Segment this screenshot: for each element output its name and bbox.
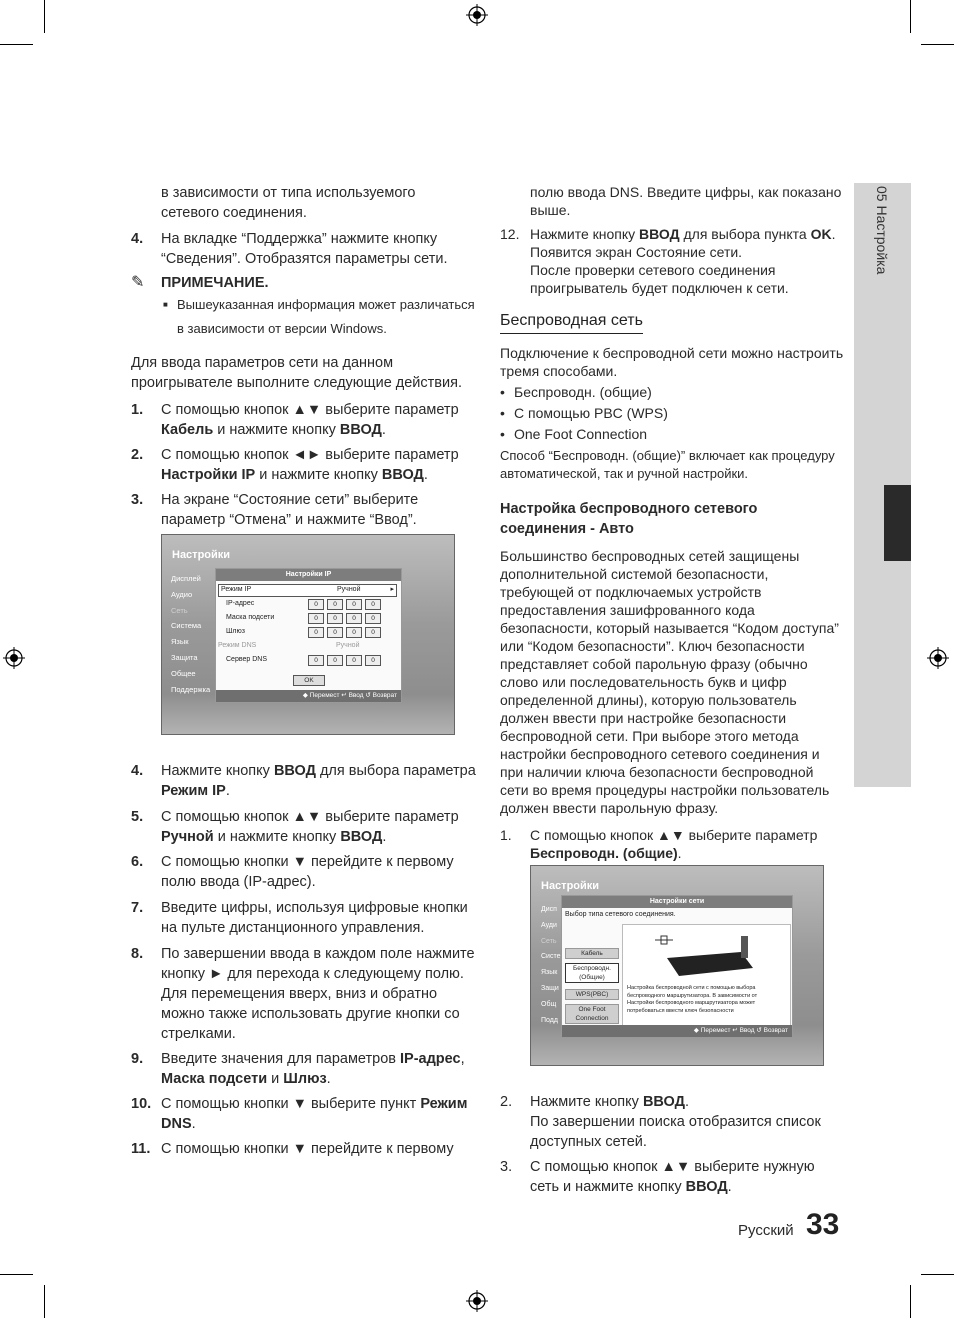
registration-mark-icon	[466, 1290, 488, 1312]
note-item: ■ Вышеуказанная информация может различаться в зависимости от версии Windows.	[161, 293, 476, 341]
router-illustration-icon	[651, 930, 761, 978]
mask-field[interactable]: 0	[365, 613, 381, 624]
step-item: 1. С помощью кнопок ▲▼ выберите параметр Кабель и нажмите кнопку ВВОД.	[131, 402, 459, 438]
ok-button[interactable]: OK	[293, 675, 325, 686]
crop-mark	[910, 0, 911, 33]
step-item: 4. На вкладке “Поддержка” нажмите кнопку “Сведения”. Отобразятся параметры сети.	[131, 231, 448, 267]
crop-mark	[0, 1274, 33, 1275]
step-item: 11. С помощью кнопки ▼ перейдите к первому	[131, 1141, 454, 1157]
mask-field[interactable]: 0	[308, 613, 324, 624]
registration-mark-icon	[927, 647, 949, 669]
continued-text: полю ввода DNS. Введите цифры, как показано выше.	[530, 184, 842, 218]
dns-mode-label: Режим DNS	[218, 642, 257, 649]
bullet-item: • Беспроводн. (общие)	[500, 383, 845, 401]
intro-paragraph: Для ввода параметров сети на данном проигрывателе выполните следующие действия.	[131, 355, 462, 391]
dns-label: Сервер DNS	[226, 656, 267, 663]
bullet-item: • С помощью PBC (WPS)	[500, 404, 845, 422]
ui-menu: Дисплей Аудио Сеть Система Язык Защита Общее Поддержка	[171, 574, 211, 694]
arrow-right-icon: ▸	[390, 586, 394, 593]
section-title: Беспроводная сеть	[500, 312, 643, 334]
mask-label: Маска подсети	[226, 614, 275, 621]
ip-mode-row[interactable]: Режим IP Ручной ▸	[218, 584, 397, 597]
step-item: 3. С помощью кнопок ▲▼ выберите нужную сеть и нажмите кнопку ВВОД.	[500, 1159, 815, 1195]
network-settings-screenshot	[530, 865, 824, 1066]
network-dialog	[561, 895, 793, 1038]
step-item: 12. Нажмите кнопку ВВОД для выбора пункта OK. Появится экран Состояние сети. После проверки сетевого соединения проигрыватель будет подключен к сети.	[500, 226, 836, 296]
subsection-title: Настройка беспроводного сетевого соединения - Авто	[500, 501, 758, 537]
dialog-title: Настройки сети	[562, 896, 792, 908]
step-item: 8. По завершении ввода в каждом поле нажмите кнопку ► для перехода к следующему полю. Для перемещения вверх, вниз и обратно можно также использовать другие кнопки со стрелками.	[131, 946, 475, 1042]
gateway-label: Шлюз	[226, 628, 245, 635]
ui-menu: Дисп Ауди Сеть Систе Язык Защи Общ Подд	[541, 906, 561, 1024]
ip-field[interactable]: 0	[308, 599, 324, 610]
illustration-panel	[622, 924, 791, 1026]
step-item: 2. Нажмите кнопку ВВОД. По завершении поиска отобразится список доступных сетей.	[500, 1094, 821, 1150]
left-column	[131, 183, 476, 530]
crop-mark	[910, 1285, 911, 1318]
step-item: 3. На экране “Состояние сети” выберите параметр “Отмена” и нажмите “Ввод”.	[131, 492, 419, 528]
ip-dialog	[215, 568, 402, 703]
left-column-continued	[131, 761, 476, 1159]
option-description: Настройка беспроводной сети с помощью выбора беспроводного маршрутизатора. В зависимости от Настройки беспроводного маршрутизатора может потребоваться ввести ключ безопасности	[627, 985, 758, 1014]
option-wps[interactable]: WPS(PBC)	[565, 989, 619, 1000]
dialog-title: Настройки IP	[216, 569, 401, 581]
crop-mark	[44, 0, 45, 33]
crop-mark	[921, 44, 954, 45]
step-item: 1. С помощью кнопок ▲▼ выберите параметр Беспроводн. (общие).	[500, 827, 818, 861]
option-one-foot[interactable]: One Foot Connection	[565, 1004, 619, 1024]
step-item: 2. С помощью кнопок ◄► выберите параметр Настройки IP и нажмите кнопку ВВОД.	[131, 447, 459, 483]
gateway-field[interactable]: 0	[346, 627, 362, 638]
right-column-continued	[500, 1092, 845, 1197]
crop-mark	[921, 1274, 954, 1275]
mask-field[interactable]: 0	[346, 613, 362, 624]
option-cable[interactable]: Кабель	[565, 948, 619, 959]
gateway-field[interactable]: 0	[365, 627, 381, 638]
crop-mark	[0, 44, 33, 45]
ip-label: IP-адрес	[226, 600, 255, 607]
bullet-item: • One Foot Connection	[500, 425, 845, 443]
method-note: Способ “Беспроводн. (общие)” включает как процедуру автоматической, так и ручной настройки.	[500, 448, 835, 481]
page-language: Русский	[738, 1222, 794, 1239]
crop-mark	[44, 1285, 45, 1318]
intro-paragraph: Подключение к беспроводной сети можно настроить тремя способами.	[500, 345, 844, 379]
ui-title: Настройки	[172, 549, 231, 561]
gateway-field[interactable]: 0	[327, 627, 343, 638]
option-wireless[interactable]: Беспроводн. (Общие)	[565, 963, 619, 983]
step-item: 5. С помощью кнопок ▲▼ выберите параметр Ручной и нажмите кнопку ВВОД.	[131, 809, 459, 845]
chapter-tab-label: 05 Настройка	[874, 186, 890, 275]
page-number: 33	[806, 1208, 840, 1241]
dialog-footer: ◆ Перемест ↵ Ввод ↺ Возврат	[216, 690, 401, 702]
step-item: 7. Введите цифры, используя цифровые кнопки на пульте дистанционного управления.	[131, 900, 468, 936]
dns-field[interactable]: 0	[308, 655, 324, 666]
registration-mark-icon	[3, 647, 25, 669]
step-item: 10. С помощью кнопки ▼ выберите пункт Режим DNS.	[131, 1096, 468, 1132]
right-column	[500, 183, 845, 862]
dns-field[interactable]: 0	[365, 655, 381, 666]
continued-text: в зависимости от типа используемого сетевого соединения.	[161, 185, 416, 221]
chapter-tab-marker	[884, 485, 911, 561]
ui-title: Настройки	[541, 880, 600, 892]
dialog-prompt: Выбор типа сетевого соединения.	[565, 911, 676, 918]
note-block	[131, 273, 476, 341]
step-item: 6. С помощью кнопки ▼ перейдите к первому полю ввода (IP-адрес).	[131, 854, 454, 890]
gateway-field[interactable]: 0	[308, 627, 324, 638]
note-title: ПРИМЕЧАНИЕ.	[161, 275, 269, 291]
pencil-icon: ✎	[131, 274, 145, 291]
dialog-footer: ◆ Перемест ↵ Ввод ↺ Возврат	[562, 1025, 792, 1037]
dns-field[interactable]: 0	[346, 655, 362, 666]
dns-mode-value: Ручной	[336, 642, 360, 649]
step-item: 9. Введите значения для параметров IP-адрес, Маска подсети и Шлюз.	[131, 1051, 465, 1087]
ip-field[interactable]: 0	[365, 599, 381, 610]
ip-field[interactable]: 0	[327, 599, 343, 610]
step-item: 4. Нажмите кнопку ВВОД для выбора параметра Режим IP.	[131, 763, 476, 799]
registration-mark-icon	[466, 4, 488, 26]
ip-field[interactable]: 0	[346, 599, 362, 610]
ip-settings-screenshot	[161, 534, 455, 735]
security-paragraph: Большинство беспроводных сетей защищены дополнительной системой безопасности, требующей от подключаемых устройств предоставления зашифрованного кода безопасности, который называется “Кодом доступа” или “Кодом безопасности”. Ключ безопасности представляет собой парольную фразу (обычно слово или последовательность букв и цифр определенной длины), которую пользователь должен ввести при настройке безопасности беспроводной сети. При выборе этого метода настройки беспроводного сетевого соединения и при наличии ключа безопасности беспроводной сети во время процедуры настройки пользователь должен ввести парольную фразу.	[500, 548, 839, 816]
dns-field[interactable]: 0	[327, 655, 343, 666]
mask-field[interactable]: 0	[327, 613, 343, 624]
